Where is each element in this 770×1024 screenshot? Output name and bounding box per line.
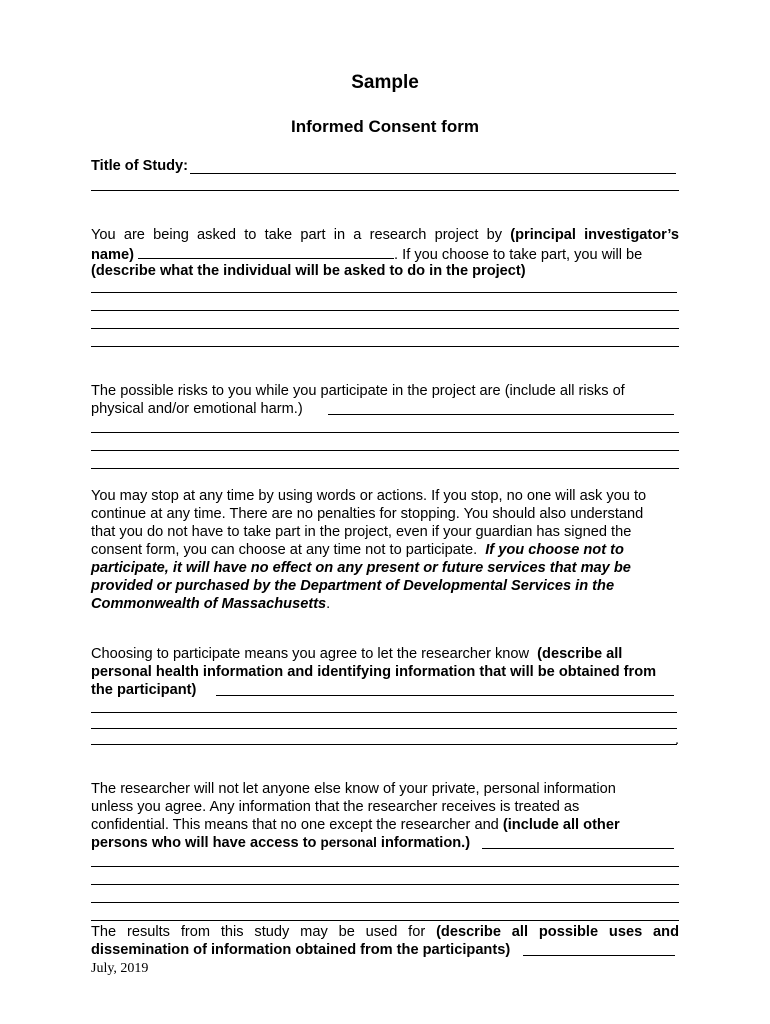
para1-text-b: . If you choose to take part, you will be <box>394 247 643 263</box>
para6-bold-a: (describe all possible uses and <box>436 924 679 940</box>
para2-line1: The possible risks to you while you participate in the project are (include all risks of <box>91 383 625 399</box>
para5-answer-line-1[interactable] <box>91 866 679 867</box>
para2-answer-line-2[interactable] <box>91 450 679 451</box>
para4-line1 <box>91 645 679 663</box>
results-uses-blank[interactable] <box>523 955 675 956</box>
para2-line2-text: physical and/or emotional harm.) <box>91 401 303 417</box>
para3-line6: provided or purchased by the Department of Developmental Services in the <box>91 578 615 594</box>
para5-line2: unless you agree. Any information that the researcher receives is treated as <box>91 799 580 815</box>
para3-line4-text: consent form, you can choose at any time not to participate. <box>91 542 478 558</box>
para4-line1-bold: (describe all <box>537 646 623 662</box>
para1-bold-b: name) <box>91 247 134 263</box>
study-title-line-1[interactable] <box>190 173 676 174</box>
investigator-name-blank[interactable] <box>138 244 394 259</box>
para1-line2 <box>91 244 679 264</box>
para1-line3 <box>91 262 679 280</box>
page-title: Sample <box>351 72 419 93</box>
para5-line4-end: information.) <box>380 835 471 851</box>
para3-line7-emphasis: Commonwealth of Massachusetts <box>91 596 327 612</box>
para3-line2: continue at any time. There are no penalties for stopping. You should also understand <box>91 506 644 522</box>
para6-line2 <box>91 941 679 959</box>
para1-bold-c: (describe what the individual will be asked to do in the project) <box>91 263 526 279</box>
para5-line3 <box>91 816 679 834</box>
para1-text-a: You are being asked to take part in a research project by <box>91 227 503 243</box>
para6-text-a: The results from this study may be used for <box>91 924 426 940</box>
para4-line2: personal health information and identifying information that will be obtained from <box>91 664 657 680</box>
study-title-label: Title of Study: <box>91 158 189 174</box>
para5-line3-text: confidential. This means that no one except the researcher and <box>91 817 499 833</box>
para2-answer-line-1[interactable] <box>91 432 679 433</box>
para4-answer-line-2[interactable] <box>91 728 677 729</box>
para3-line5: participate, it will have no effect on any present or future services that may be <box>91 560 631 576</box>
para1-answer-line-2[interactable] <box>91 310 679 311</box>
study-title-line-2[interactable] <box>91 190 679 191</box>
para4-line3 <box>91 681 679 699</box>
para1-answer-line-3[interactable] <box>91 328 679 329</box>
para6-line1 <box>91 923 679 941</box>
para3-line7-period: . <box>326 596 331 612</box>
para1-bold-a: (principal investigator’s <box>510 227 680 243</box>
para5-answer-line-2[interactable] <box>91 884 679 885</box>
para4-line3-bold: the participant) <box>91 682 197 698</box>
para4-answer-line-1[interactable] <box>91 712 677 713</box>
para5-line4 <box>91 834 679 852</box>
para4-period: . <box>675 732 680 748</box>
para5-line3-bold: (include all other <box>502 817 620 833</box>
para1-answer-line-1[interactable] <box>91 292 677 293</box>
para3-line7 <box>91 595 679 613</box>
para5-answer-line-3[interactable] <box>91 902 679 903</box>
risks-blank[interactable] <box>328 414 674 415</box>
para2-line2 <box>91 400 679 418</box>
para1-line1 <box>91 226 679 244</box>
para3-line3: that you do not have to take part in the project, even if your guardian has signed the <box>91 524 632 540</box>
para4-answer-line-3[interactable] <box>91 744 677 745</box>
para5-line4-bold: persons who will have access to <box>91 835 317 851</box>
para3-line4-emphasis: If you choose not to <box>485 542 624 558</box>
page-subtitle: Informed Consent form <box>291 117 479 136</box>
para2-answer-line-3[interactable] <box>91 468 679 469</box>
para1-answer-line-4[interactable] <box>91 346 679 347</box>
para5-line1: The researcher will not let anyone else know of your private, personal information <box>91 781 616 797</box>
para6-bold-b: dissemination of information obtained from the participants) <box>91 942 511 958</box>
others-access-blank[interactable] <box>482 848 674 849</box>
para3-line4 <box>91 541 679 559</box>
para5-answer-line-4[interactable] <box>91 920 679 921</box>
footer-date: July, 2019 <box>91 961 149 976</box>
para3-line1: You may stop at any time by using words or actions. If you stop, no one will ask you to <box>91 488 647 504</box>
personal-info-blank[interactable] <box>216 695 674 696</box>
para4-line1-text: Choosing to participate means you agree to let the researcher know <box>91 646 530 662</box>
para5-line4-mid: personal <box>320 835 377 850</box>
